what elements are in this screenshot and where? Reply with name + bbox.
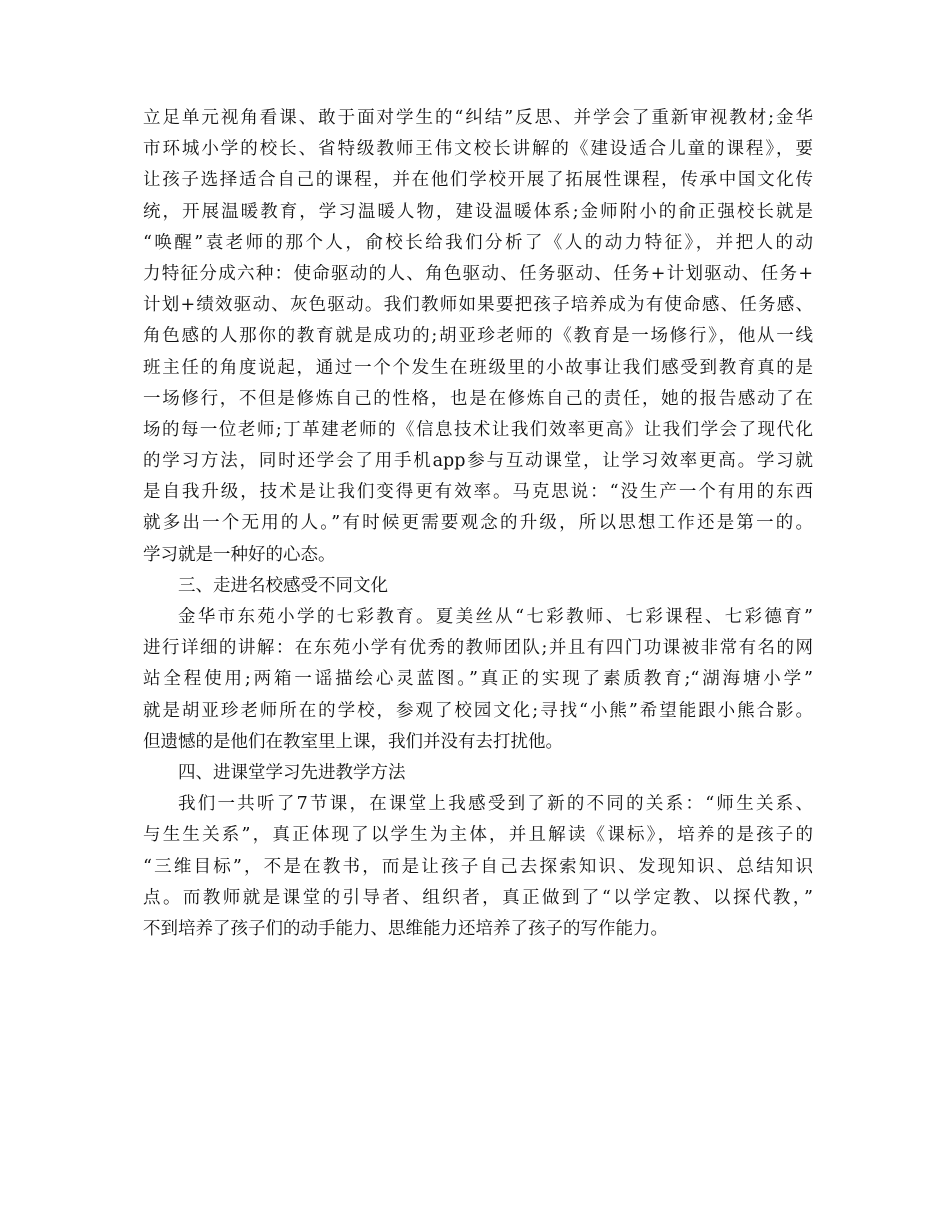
text-line: 角色感的人那你的教育就是成功的;胡亚珍老师的《教育是一场修行》，他从一线	[143, 326, 813, 347]
text-line: 统，开展温暖教育，学习温暖人物，建设温暖体系;金师附小的俞正强校长就是	[143, 201, 813, 222]
text-line: 站全程使用;两箱一谣描绘心灵蓝图。”真正的实现了素质教育;“湖海塘小学”	[143, 669, 813, 690]
text-line: 一场修行，不但是修炼自己的性格，也是在修炼自己的责任，她的报告感动了在	[143, 388, 813, 409]
text-line: 不到培养了孩子们的动手能力、思维能力还培养了孩子的写作能力。	[143, 918, 668, 939]
document-page	[143, 103, 813, 945]
section-4-paragraph	[143, 789, 813, 945]
text-line: 我们一共听了7节课，在课堂上我感受到了新的不同的关系：“师生关系、	[178, 794, 813, 815]
text-line: 场的每一位老师;丁革建老师的《信息技术让我们效率更高》让我们学会了现代化	[143, 419, 813, 440]
paragraph-continuation	[143, 103, 813, 571]
text-line: 就是胡亚珍老师所在的学校，参观了校园文化;寻找“小熊”希望能跟小熊合影。	[143, 700, 813, 721]
text-line: 但遗憾的是他们在教室里上课，我们并没有去打扰他。	[143, 731, 563, 752]
text-line: 是自我升级，技术是让我们变得更有效率。马克思说：“没生产一个有用的东西	[143, 482, 813, 503]
text-line: 的学习方法，同时还学会了用手机app参与互动课堂，让学习效率更高。学习就	[143, 451, 813, 472]
text-line: 力特征分成六种：使命驱动的人、角色驱动、任务驱动、任务+计划驱动、任务+	[143, 263, 813, 284]
text-line: 计划+绩效驱动、灰色驱动。我们教师如果要把孩子培养成为有使命感、任务感、	[143, 295, 813, 316]
text-line: 学习就是一种好的心态。	[143, 544, 336, 565]
text-line: 市环城小学的校长、省特级教师王伟文校长讲解的《建设适合儿童的课程》，要	[143, 139, 813, 160]
text-line: 立足单元视角看课、敢于面对学生的“纠结”反思、并学会了重新审视教材;金华	[143, 108, 813, 128]
section-heading-3: 三、走进名校感受不同文化	[178, 575, 388, 596]
text-line: 与生生关系”，真正体现了以学生为主体，并且解读《课标》，培养的是孩子的	[143, 825, 813, 846]
text-line: “唤醒”袁老师的那个人，俞校长给我们分析了《人的动力特征》，并把人的动	[143, 232, 813, 253]
text-line: 点。而教师就是课堂的引导者、组织者，真正做到了“以学定教、以探代教，”	[143, 887, 813, 908]
text-line: “三维目标”，不是在教书，而是让孩子自己去探索知识、发现知识、总结知识	[143, 856, 813, 877]
section-3-paragraph	[143, 602, 813, 758]
text-line: 班主任的角度说起，通过一个个发生在班级里的小故事让我们感受到教育真的是	[143, 357, 813, 378]
text-line: 进行详细的讲解：在东苑小学有优秀的教师团队;并且有四门功课被非常有名的网	[143, 638, 813, 659]
section-heading-4: 四、进课堂学习先进教学方法	[178, 762, 406, 783]
text-line: 金华市东苑小学的七彩教育。夏美丝从“七彩教师、七彩课程、七彩德育”	[178, 607, 813, 627]
text-line: 让孩子选择适合自己的课程，并在他们学校开展了拓展性课程，传承中国文化传	[143, 170, 813, 191]
text-line: 就多出一个无用的人。”有时候更需要观念的升级，所以思想工作还是第一的。	[143, 513, 813, 534]
